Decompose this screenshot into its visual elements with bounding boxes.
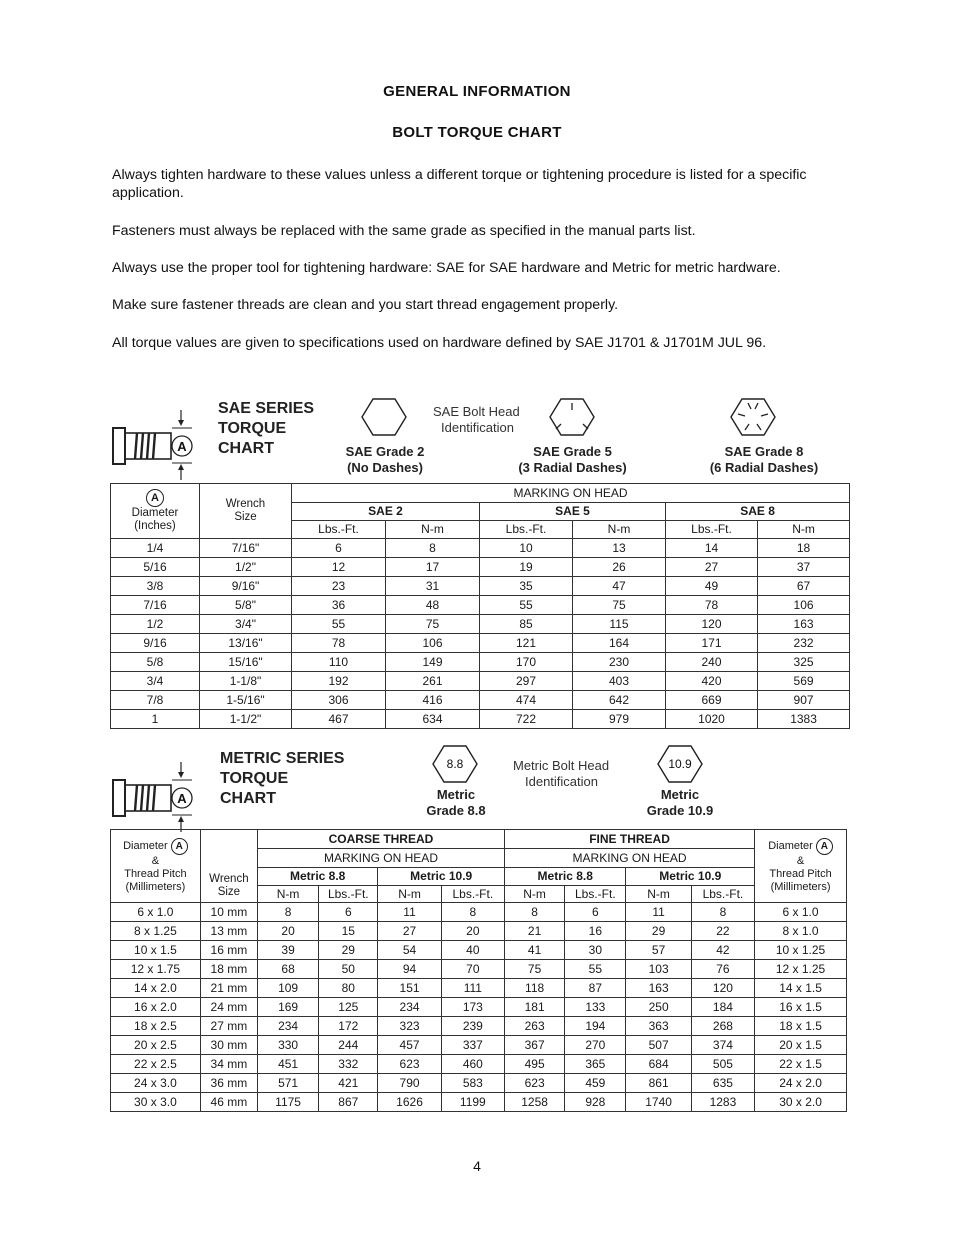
table-cell: 20 x 1.5 xyxy=(755,1036,847,1055)
table-cell: 31 xyxy=(386,577,480,596)
table-cell: 722 xyxy=(480,710,573,729)
table-cell: 22 x 2.5 xyxy=(111,1055,201,1074)
table-cell: 332 xyxy=(319,1055,378,1074)
table-cell: 3/4" xyxy=(200,615,292,634)
metric-wrench-header: Wrench Size xyxy=(200,830,257,903)
table-cell: 49 xyxy=(666,577,758,596)
table-cell: 24 mm xyxy=(200,998,257,1017)
sae-grade-8-hex-icon xyxy=(730,397,776,437)
table-cell: 907 xyxy=(758,691,850,710)
table-cell: 37 xyxy=(758,558,850,577)
table-cell: 623 xyxy=(378,1055,441,1074)
paragraph-threads: Make sure fastener threads are clean and you start thread engagement properly. xyxy=(112,297,619,313)
paragraph-tool: Always use the proper tool for tightening hardware: SAE for SAE hardware and Metric for metric hardware. xyxy=(112,260,781,276)
table-cell: 1283 xyxy=(691,1093,754,1112)
table-cell: 323 xyxy=(378,1017,441,1036)
table-cell: 421 xyxy=(319,1074,378,1093)
unit-header: Lbs.-Ft. xyxy=(292,521,386,539)
sae-chart-title: SAE SERIES TORQUE CHART xyxy=(218,400,315,457)
fine-thread-header: FINE THREAD xyxy=(505,830,755,849)
sae-marking-header: MARKING ON HEAD xyxy=(292,484,850,503)
table-cell: 8 xyxy=(505,903,565,922)
sae-grade-8-caption: SAE Grade 8 (6 Radial Dashes) xyxy=(709,444,819,475)
table-row xyxy=(111,1093,847,1112)
table-cell: 3/4 xyxy=(111,672,200,691)
table-cell: 467 xyxy=(292,710,386,729)
metric-grade-8-8-mark: 8.8 xyxy=(446,757,464,771)
table-cell: 240 xyxy=(666,653,758,672)
table-cell: 403 xyxy=(573,672,666,691)
unit-header: Lbs.-Ft. xyxy=(565,886,626,903)
table-cell: 234 xyxy=(378,998,441,1017)
table-cell: 306 xyxy=(292,691,386,710)
table-cell: 106 xyxy=(386,634,480,653)
table-cell: 10 xyxy=(480,539,573,558)
table-cell: 12 xyxy=(292,558,386,577)
table-cell: 22 x 1.5 xyxy=(755,1055,847,1074)
table-cell: 928 xyxy=(565,1093,626,1112)
table-cell: 8 xyxy=(441,903,504,922)
sae-grade-2-hex-icon xyxy=(361,397,407,437)
table-cell: 27 mm xyxy=(200,1017,257,1036)
table-cell: 47 xyxy=(573,577,666,596)
table-cell: 23 xyxy=(292,577,386,596)
table-cell: 87 xyxy=(565,979,626,998)
table-cell: 29 xyxy=(626,922,691,941)
table-row xyxy=(111,558,850,577)
table-cell: 54 xyxy=(378,941,441,960)
table-cell: 55 xyxy=(480,596,573,615)
table-cell: 1-5/16" xyxy=(200,691,292,710)
table-cell: 623 xyxy=(505,1074,565,1093)
table-cell: 583 xyxy=(441,1074,504,1093)
table-cell: 184 xyxy=(691,998,754,1017)
unit-header: N-m xyxy=(505,886,565,903)
table-row xyxy=(111,596,850,615)
metric-grade-10-9-mark: 10.9 xyxy=(668,757,692,771)
table-cell: 106 xyxy=(758,596,850,615)
table-cell: 5/8 xyxy=(111,653,200,672)
table-cell: 17 xyxy=(386,558,480,577)
table-cell: 8 xyxy=(386,539,480,558)
table-cell: 457 xyxy=(378,1036,441,1055)
table-cell: 55 xyxy=(565,960,626,979)
table-cell: 635 xyxy=(691,1074,754,1093)
table-cell: 110 xyxy=(292,653,386,672)
table-cell: 18 xyxy=(758,539,850,558)
table-cell: 34 mm xyxy=(200,1055,257,1074)
unit-header: Lbs.-Ft. xyxy=(666,521,758,539)
callout-a-label: A xyxy=(177,791,187,806)
table-cell: 11 xyxy=(626,903,691,922)
table-cell: 6 xyxy=(319,903,378,922)
table-cell: 24 x 2.0 xyxy=(755,1074,847,1093)
table-cell: 7/8 xyxy=(111,691,200,710)
table-cell: 181 xyxy=(505,998,565,1017)
table-cell: 30 xyxy=(565,941,626,960)
table-cell: 979 xyxy=(573,710,666,729)
table-cell: 232 xyxy=(758,634,850,653)
table-row xyxy=(111,960,847,979)
table-cell: 163 xyxy=(626,979,691,998)
table-cell: 11 xyxy=(378,903,441,922)
table-cell: 8 x 1.25 xyxy=(111,922,201,941)
table-cell: 1383 xyxy=(758,710,850,729)
paragraph-spec: All torque values are given to specifications used on hardware defined by SAE J1701 & J1701M JUL 96. xyxy=(112,335,767,351)
table-cell: 6 xyxy=(292,539,386,558)
table-cell: 1 xyxy=(111,710,200,729)
table-row xyxy=(111,922,847,941)
metric-grade-10-9-caption: Metric Grade 10.9 xyxy=(646,787,714,818)
table-cell: 149 xyxy=(386,653,480,672)
table-cell: 120 xyxy=(666,615,758,634)
sae-grade-5-hex-icon xyxy=(549,397,595,437)
table-cell: 35 xyxy=(480,577,573,596)
metric-grade-8-8-caption: Metric Grade 8.8 xyxy=(426,787,486,818)
table-cell: 16 x 1.5 xyxy=(755,998,847,1017)
table-cell: 6 x 1.0 xyxy=(755,903,847,922)
table-cell: 120 xyxy=(691,979,754,998)
table-row xyxy=(111,691,850,710)
table-cell: 9/16" xyxy=(200,577,292,596)
table-cell: 85 xyxy=(480,615,573,634)
table-cell: 451 xyxy=(257,1055,318,1074)
table-cell: 459 xyxy=(565,1074,626,1093)
table-row xyxy=(111,634,850,653)
table-cell: 8 x 1.0 xyxy=(755,922,847,941)
table-cell: 48 xyxy=(386,596,480,615)
table-cell: 18 x 2.5 xyxy=(111,1017,201,1036)
table-cell: 50 xyxy=(319,960,378,979)
table-row xyxy=(111,1055,847,1074)
unit-header: N-m xyxy=(386,521,480,539)
table-cell: 20 xyxy=(441,922,504,941)
table-row xyxy=(111,710,850,729)
table-cell: 30 mm xyxy=(200,1036,257,1055)
table-cell: 27 xyxy=(378,922,441,941)
sae-grade-2-caption: SAE Grade 2 (No Dashes) xyxy=(345,444,425,475)
table-cell: 634 xyxy=(386,710,480,729)
table-cell: 103 xyxy=(626,960,691,979)
table-cell: 297 xyxy=(480,672,573,691)
sae-grade-5-caption: SAE Grade 5 (3 Radial Dashes) xyxy=(518,444,627,475)
table-cell: 67 xyxy=(758,577,850,596)
metric-group-header: Metric 10.9 xyxy=(626,868,755,886)
unit-header: N-m xyxy=(257,886,318,903)
table-cell: 263 xyxy=(505,1017,565,1036)
table-cell: 244 xyxy=(319,1036,378,1055)
metric-diameter-header-right: Diameter A & Thread Pitch (Millimeters) xyxy=(755,830,847,903)
table-cell: 194 xyxy=(565,1017,626,1036)
table-cell: 1175 xyxy=(257,1093,318,1112)
metric-group-header: Metric 8.8 xyxy=(257,868,377,886)
table-cell: 15 xyxy=(319,922,378,941)
table-row xyxy=(111,653,850,672)
unit-header: N-m xyxy=(573,521,666,539)
table-cell: 40 xyxy=(441,941,504,960)
table-cell: 8 xyxy=(691,903,754,922)
table-cell: 14 x 2.0 xyxy=(111,979,201,998)
metric-group-header: Metric 8.8 xyxy=(505,868,626,886)
table-cell: 42 xyxy=(691,941,754,960)
table-cell: 250 xyxy=(626,998,691,1017)
unit-header: Lbs.-Ft. xyxy=(480,521,573,539)
unit-header: N-m xyxy=(626,886,691,903)
section-heading: GENERAL INFORMATION xyxy=(383,83,571,100)
paragraph-fasteners: Fasteners must always be replaced with the same grade as specified in the manual parts list. xyxy=(112,223,696,239)
table-cell: 325 xyxy=(758,653,850,672)
table-cell: 374 xyxy=(691,1036,754,1055)
table-cell: 1199 xyxy=(441,1093,504,1112)
table-cell: 1-1/2" xyxy=(200,710,292,729)
table-cell: 16 xyxy=(565,922,626,941)
table-cell: 684 xyxy=(626,1055,691,1074)
table-cell: 13/16" xyxy=(200,634,292,653)
callout-a-icon: A xyxy=(816,838,833,855)
unit-header: N-m xyxy=(758,521,850,539)
table-cell: 76 xyxy=(691,960,754,979)
table-cell: 867 xyxy=(319,1093,378,1112)
table-cell: 1/2" xyxy=(200,558,292,577)
unit-header: Lbs.-Ft. xyxy=(691,886,754,903)
table-cell: 75 xyxy=(386,615,480,634)
table-cell: 1/2 xyxy=(111,615,200,634)
table-cell: 18 x 1.5 xyxy=(755,1017,847,1036)
table-cell: 125 xyxy=(319,998,378,1017)
table-cell: 261 xyxy=(386,672,480,691)
table-cell: 75 xyxy=(505,960,565,979)
table-cell: 16 x 2.0 xyxy=(111,998,201,1017)
table-cell: 21 mm xyxy=(200,979,257,998)
table-cell: 118 xyxy=(505,979,565,998)
table-cell: 642 xyxy=(573,691,666,710)
table-cell: 36 xyxy=(292,596,386,615)
table-cell: 669 xyxy=(666,691,758,710)
sae-diameter-header: A Diameter (Inches) xyxy=(111,484,200,539)
callout-a-icon: A xyxy=(171,838,188,855)
table-cell: 121 xyxy=(480,634,573,653)
table-cell: 24 x 3.0 xyxy=(111,1074,201,1093)
table-row xyxy=(111,577,850,596)
table-row xyxy=(111,1017,847,1036)
callout-a-label: A xyxy=(177,439,187,454)
table-row xyxy=(111,539,850,558)
table-cell: 1/4 xyxy=(111,539,200,558)
table-cell: 365 xyxy=(565,1055,626,1074)
table-cell: 16 mm xyxy=(200,941,257,960)
table-cell: 569 xyxy=(758,672,850,691)
callout-a-icon: A xyxy=(146,489,164,507)
table-row xyxy=(111,615,850,634)
table-cell: 5/8" xyxy=(200,596,292,615)
table-cell: 109 xyxy=(257,979,318,998)
table-cell: 7/16" xyxy=(200,539,292,558)
table-cell: 12 x 1.25 xyxy=(755,960,847,979)
table-cell: 20 x 2.5 xyxy=(111,1036,201,1055)
table-cell: 790 xyxy=(378,1074,441,1093)
table-cell: 55 xyxy=(292,615,386,634)
table-cell: 21 xyxy=(505,922,565,941)
table-cell: 171 xyxy=(666,634,758,653)
table-cell: 151 xyxy=(378,979,441,998)
table-cell: 18 mm xyxy=(200,960,257,979)
table-cell: 14 x 1.5 xyxy=(755,979,847,998)
fine-marking-header: MARKING ON HEAD xyxy=(505,849,755,868)
table-cell: 1740 xyxy=(626,1093,691,1112)
table-cell: 26 xyxy=(573,558,666,577)
coarse-marking-header: MARKING ON HEAD xyxy=(257,849,504,868)
table-cell: 41 xyxy=(505,941,565,960)
table-cell: 13 xyxy=(573,539,666,558)
table-cell: 9/16 xyxy=(111,634,200,653)
table-cell: 6 xyxy=(565,903,626,922)
coarse-thread-header: COARSE THREAD xyxy=(257,830,504,849)
table-row xyxy=(111,1074,847,1093)
table-cell: 1258 xyxy=(505,1093,565,1112)
table-cell: 78 xyxy=(666,596,758,615)
table-cell: 7/16 xyxy=(111,596,200,615)
table-cell: 14 xyxy=(666,539,758,558)
table-cell: 170 xyxy=(480,653,573,672)
metric-torque-table xyxy=(110,829,847,1112)
table-cell: 10 x 1.25 xyxy=(755,941,847,960)
table-row xyxy=(111,672,850,691)
table-cell: 367 xyxy=(505,1036,565,1055)
sae-group-header: SAE 5 xyxy=(480,503,666,521)
table-cell: 169 xyxy=(257,998,318,1017)
table-cell: 8 xyxy=(257,903,318,922)
table-cell: 46 mm xyxy=(200,1093,257,1112)
table-row xyxy=(111,998,847,1017)
table-cell: 94 xyxy=(378,960,441,979)
table-cell: 3/8 xyxy=(111,577,200,596)
table-cell: 27 xyxy=(666,558,758,577)
table-cell: 505 xyxy=(691,1055,754,1074)
table-cell: 337 xyxy=(441,1036,504,1055)
metric-chart-title: METRIC SERIES TORQUE CHART xyxy=(220,750,345,807)
page-number: 4 xyxy=(473,1158,481,1174)
table-cell: 1-1/8" xyxy=(200,672,292,691)
table-cell: 460 xyxy=(441,1055,504,1074)
table-cell: 416 xyxy=(386,691,480,710)
table-cell: 22 xyxy=(691,922,754,941)
table-cell: 80 xyxy=(319,979,378,998)
table-cell: 5/16 xyxy=(111,558,200,577)
table-row xyxy=(111,903,847,922)
table-cell: 30 x 3.0 xyxy=(111,1093,201,1112)
table-cell: 30 x 2.0 xyxy=(755,1093,847,1112)
table-cell: 10 x 1.5 xyxy=(111,941,201,960)
table-cell: 571 xyxy=(257,1074,318,1093)
table-cell: 57 xyxy=(626,941,691,960)
table-cell: 1626 xyxy=(378,1093,441,1112)
table-cell: 19 xyxy=(480,558,573,577)
table-cell: 111 xyxy=(441,979,504,998)
sae-wrench-header: Wrench Size xyxy=(200,484,292,539)
metric-group-header: Metric 10.9 xyxy=(378,868,505,886)
table-cell: 29 xyxy=(319,941,378,960)
table-row xyxy=(111,979,847,998)
table-cell: 474 xyxy=(480,691,573,710)
table-cell: 420 xyxy=(666,672,758,691)
table-cell: 20 xyxy=(257,922,318,941)
paragraph-tighten: Always tighten hardware to these values unless a different torque or tightening procedure is listed for a specific application. xyxy=(112,167,807,201)
table-cell: 172 xyxy=(319,1017,378,1036)
sae-group-header: SAE 2 xyxy=(292,503,480,521)
table-cell: 270 xyxy=(565,1036,626,1055)
sae-torque-table xyxy=(110,483,850,729)
table-row xyxy=(111,941,847,960)
table-cell: 363 xyxy=(626,1017,691,1036)
unit-header: Lbs.-Ft. xyxy=(319,886,378,903)
table-cell: 330 xyxy=(257,1036,318,1055)
table-cell: 163 xyxy=(758,615,850,634)
table-cell: 234 xyxy=(257,1017,318,1036)
table-cell: 192 xyxy=(292,672,386,691)
table-cell: 173 xyxy=(441,998,504,1017)
table-cell: 13 mm xyxy=(200,922,257,941)
sae-head-id-label: SAE Bolt Head Identification xyxy=(433,404,520,435)
table-cell: 6 x 1.0 xyxy=(111,903,201,922)
table-cell: 115 xyxy=(573,615,666,634)
table-cell: 507 xyxy=(626,1036,691,1055)
sae-group-header: SAE 8 xyxy=(666,503,850,521)
table-cell: 39 xyxy=(257,941,318,960)
table-cell: 133 xyxy=(565,998,626,1017)
table-cell: 1020 xyxy=(666,710,758,729)
metric-diameter-header: Diameter A & Thread Pitch (Millimeters) xyxy=(111,830,201,903)
table-cell: 268 xyxy=(691,1017,754,1036)
table-cell: 70 xyxy=(441,960,504,979)
table-cell: 861 xyxy=(626,1074,691,1093)
chart-heading: BOLT TORQUE CHART xyxy=(392,124,562,141)
table-cell: 78 xyxy=(292,634,386,653)
table-cell: 68 xyxy=(257,960,318,979)
metric-head-id-label: Metric Bolt Head Identification xyxy=(513,758,610,789)
table-cell: 36 mm xyxy=(200,1074,257,1093)
unit-header: N-m xyxy=(378,886,441,903)
table-cell: 164 xyxy=(573,634,666,653)
table-cell: 75 xyxy=(573,596,666,615)
table-cell: 12 x 1.75 xyxy=(111,960,201,979)
table-cell: 495 xyxy=(505,1055,565,1074)
table-cell: 10 mm xyxy=(200,903,257,922)
table-cell: 15/16" xyxy=(200,653,292,672)
table-cell: 230 xyxy=(573,653,666,672)
table-row xyxy=(111,1036,847,1055)
unit-header: Lbs.-Ft. xyxy=(441,886,504,903)
table-cell: 239 xyxy=(441,1017,504,1036)
